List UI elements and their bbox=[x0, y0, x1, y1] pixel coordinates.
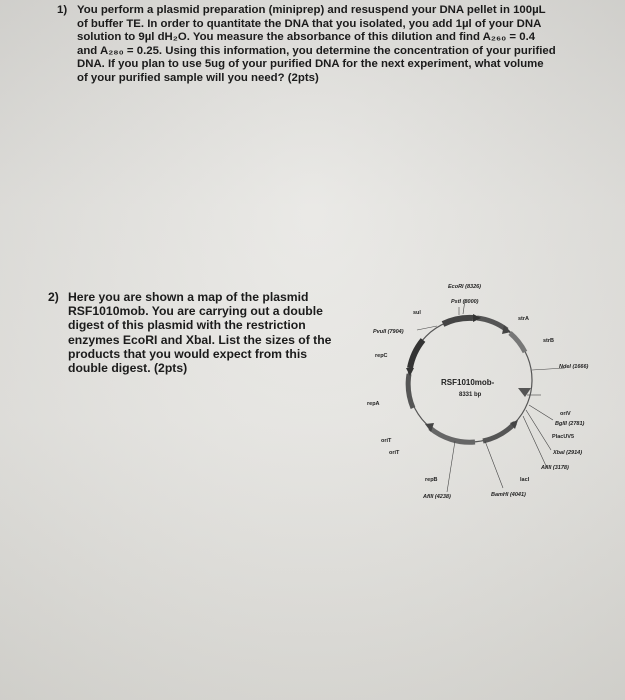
question-1 bbox=[57, 4, 597, 86]
afliii2-label: AflII (4238) bbox=[423, 494, 451, 500]
plasmid-size: 8331 bp bbox=[459, 392, 482, 398]
strb-label: strB bbox=[543, 338, 555, 344]
bgli-site-line bbox=[529, 405, 553, 420]
question-1-line: of your purified sample will you need? (2pts) bbox=[77, 71, 319, 84]
afliii2-site-line bbox=[447, 441, 455, 492]
xbai-label: XbaI (2914) bbox=[553, 450, 583, 456]
strb-gene-arc bbox=[510, 333, 525, 352]
repb-gene-arc bbox=[430, 428, 475, 442]
question-2-number: 2) bbox=[48, 290, 59, 304]
question-2-line: double digest. (2pts) bbox=[68, 361, 188, 376]
stra-gene-arc bbox=[477, 318, 507, 330]
laci-gene-arc bbox=[483, 423, 515, 441]
orit-label-2: oriT bbox=[389, 450, 400, 456]
question-2-line: products that you would expect from this bbox=[68, 346, 308, 361]
pvuii-label: PvuII (7904) bbox=[373, 329, 404, 335]
orit-label: oriT bbox=[381, 438, 392, 444]
question-1-line: of buffer TE. In order to quantitate the DNA that you isolated, you add 1µl of your DNA bbox=[77, 17, 542, 30]
stra-label: strA bbox=[518, 316, 530, 322]
sul-gene-arc bbox=[443, 318, 473, 324]
placuv5-label: PlacUV5 bbox=[552, 434, 575, 440]
question-2-text bbox=[68, 290, 353, 375]
bamhi-site-line bbox=[485, 441, 503, 488]
question-2-line: RSF1010mob. You are carrying out a double bbox=[68, 304, 323, 319]
laci-label: lacI bbox=[520, 477, 530, 483]
question-2-line: Here you are shown a map of the plasmid bbox=[68, 290, 309, 304]
repc-label: repC bbox=[375, 353, 388, 359]
question-2 bbox=[48, 290, 353, 375]
bgli-label: BglII (2781) bbox=[555, 421, 585, 427]
plasmid-map bbox=[355, 270, 605, 515]
repc-gene-arc bbox=[410, 340, 423, 368]
repa-gene-arc bbox=[408, 374, 413, 408]
plasmid-name: RSF1010mob- bbox=[441, 378, 495, 387]
repb-label: repB bbox=[425, 477, 438, 483]
bamhi-label: BamHI (4041) bbox=[491, 492, 526, 498]
oriv-arrow-icon bbox=[518, 388, 531, 397]
afliii1-label: AflII (3178) bbox=[541, 465, 569, 471]
question-1-line: solution to 9µl dH₂O. You measure the absorbance of this dilution and find A₂₆₀ = 0.4 bbox=[77, 31, 536, 44]
question-1-text bbox=[77, 4, 597, 86]
question-1-line: and A₂₈₀ = 0.25. Using this information, you determine the concentration of your purified bbox=[77, 44, 556, 57]
sul-label: sul bbox=[413, 310, 421, 316]
psti-label: PstI (8000) bbox=[451, 299, 479, 305]
ndei-label: NdeI (1666) bbox=[559, 364, 589, 370]
question-2-line: digest of this plasmid with the restriction bbox=[68, 318, 306, 333]
repa-label: repA bbox=[367, 401, 380, 407]
oriv-label: oriV bbox=[560, 411, 571, 417]
question-1-line: You perform a plasmid preparation (miniprep) and resuspend your DNA pellet in 100µL bbox=[77, 4, 546, 16]
afliii1-site-line bbox=[523, 416, 547, 468]
question-2-line: enzymes EcoRI and XbaI. List the sizes of the bbox=[68, 332, 332, 347]
question-1-number: 1) bbox=[57, 4, 68, 16]
ecori-label: EcoRI (8326) bbox=[448, 284, 482, 290]
question-1-line: DNA. If you plan to use 5ug of your purified DNA for the next experiment, what volume bbox=[77, 58, 544, 71]
